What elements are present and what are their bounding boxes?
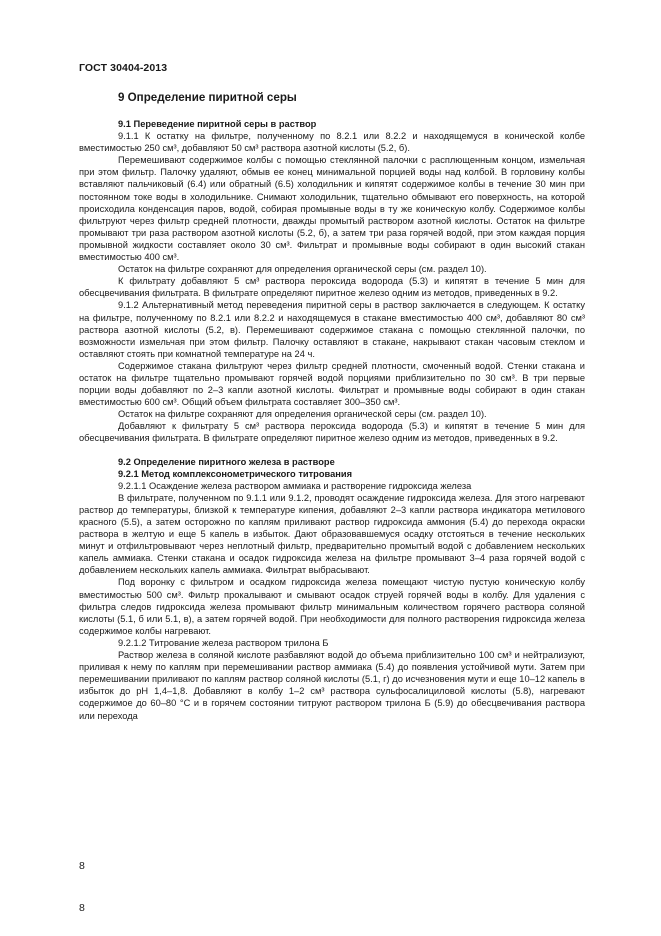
paragraph: Перемешивают содержимое колбы с помощью стеклянной палочки с расплющенным концом, измельчая при этом фильтр. Палочку удаляют, обмыв ее конец минимальной порцией воды над колбой. В горловину колбы вставляют пальчиковый (6.4) или обратный (6.5) холодильник и кипятят содержимое колбы в течение 30 мин при постоянном токе воды в холодильнике. Снимают холодильник, тщательно обмывают его поверхность, на которой происходила конденсация паров, водой, собирая промывные воды в ту же коническую колбу. Содержимое колбы фильтруют через фильтр средней плотности, дважды промытый раствором азотной кислоты. Остаток на фильтре промывают три раза раствором азотной кислоты (5.2, б), а затем три раза горячей водой, при этом каждая порция промывной жидкости составляет около 30 см³. Фильтрат и промывные воды собирают в один высокий стакан вместимостью 400 см³.	[79, 155, 585, 263]
paragraph: Остаток на фильтре сохраняют для определения органической серы (см. раздел 10).	[118, 264, 487, 275]
section-title: 9 Определение пиритной серы	[118, 91, 297, 104]
paragraph: 9.2.1.2 Титрование железа раствором трилона Б	[118, 637, 329, 648]
document-header: ГОСТ 30404-2013	[79, 62, 168, 74]
paragraph: 9.1.1 К остатку на фильтре, полученному по 8.2.1 или 8.2.2 и находящемуся в конической колбе вместимостью 250 см³, добавляют 50 см³ раствора азотной кислоты (5.2, б).	[79, 131, 585, 154]
subsection-title-9-2: 9.2 Определение пиритного железа в растворе	[118, 456, 335, 467]
paragraph: Остаток на фильтре сохраняют для определения органической серы (см. раздел 10).	[118, 409, 487, 420]
paragraph: 9.1.2 Альтернативный метод переведения пиритной серы в раствор заключается в следующем. К остатку на фильтре, полученному по 8.2.1 или 8.2.2 и находящемуся в стакане вместимостью 400 см³, добавляют 80 см³ раствора азотной кислоты (5.2, в). Перемешивают содержимое стакана с помощью стеклянной палочки, по возможности измельчая при этом фильтр. Палочку оставляют в стакане, накрывают стакан часовым стеклом и оставляют стоять при комнатной температуре на 24 ч.	[79, 300, 585, 359]
paragraph: Раствор железа в соляной кислоте разбавляют водой до объема приблизительно 100 см³ и нейтрализуют, приливая к нему по каплям при перемешивании раствор аммиака (5.4) до появления устойчивой мути. Затем при перемешивании приливают по каплям раствор соляной кислоты (5.1, г) до исчезновения мути и еще 10–12 капель в избыток до pH 1,4–1,8. Добавляют в колбу 1–2 см³ раствора сульфосалициловой кислоты (5.8), нагревают содержимое до 60–80 °C и в горячем состоянии титруют раствором трилона Б (5.9) до обесцвечивания раствора или перехода	[79, 650, 585, 721]
page-number: 8	[79, 860, 85, 872]
subsection-title-9-2-1: 9.2.1 Метод комплексонометрического титрования	[118, 468, 353, 479]
paragraph: К фильтрату добавляют 5 см³ раствора пероксида водорода (5.3) и кипятят в течение 5 мин для обесцвечивания фильтрата. В фильтрате определяют пиритное железо одним из методов, приведенных в 9.2.	[79, 276, 585, 299]
paragraph: Содержимое стакана фильтруют через фильтр средней плотности, смоченный водой. Стенки стакана и остаток на фильтре тщательно промывают горячей водой порциями приблизительно по 30 см³. В три первые порции воды добавляют по 2–3 капли азотной кислоты. Фильтрат и промывные воды собирают в один стакан вместимостью 600 см³. Общий объем фильтрата составляет 300–350 см³.	[79, 360, 585, 408]
paragraph: 9.2.1.1 Осаждение железа раствором аммиака и растворение гидроксида железа	[118, 480, 472, 491]
paragraph: Добавляют к фильтрату 5 см³ раствора пероксида водорода (5.3) и кипятят в течение 5 мин для обесцвечивания фильтрата. В фильтрате определяют пиритное железо одним из методов, приведенных в 9.2.	[79, 421, 585, 444]
page-number-bottom: 8	[79, 902, 85, 914]
paragraph: Под воронку с фильтром и осадком гидроксида железа помещают чистую пустую коническую колбу вместимостью 500 см³. Фильтр прокалывают и смывают осадок струей горячей воды в колбу. Для удаления с фильтра следов гидроксида железа промывают фильтр минимальным количеством горячего раствора соляной кислоты (5.1, б или 5.1, в), а затем горячей водой. При необходимости для полного растворения гидроксида железа содержимое колбы нагревают.	[79, 577, 585, 636]
subsection-title-9-1: 9.1 Переведение пиритной серы в раствор	[118, 119, 317, 129]
paragraph: В фильтрате, полученном по 9.1.1 или 9.1.2, проводят осаждение гидроксида железа. Для этого нагревают раствор до температуры, близкой к температуре кипения, добавляют 2–3 капли раствора индикатора метилового красного (5.5), а затем осторожно по каплям приливают раствор гидроксида аммония (5.4) до перехода окраски раствора в желтую и еще 5 капель в избыток. Дают образовавшемуся осадку отстояться в течение нескольких минут и отфильтровывают через неплотный фильтр, предварительно промытый водой с добавлением нескольких капель аммиака. Стенки стакана и осадок гидроксида железа на фильтре промывают 3–4 раза горячей водой с добавлением нескольких капель аммиака. Фильтрат выбрасывают.	[79, 492, 585, 576]
page-content	[79, 91, 585, 722]
